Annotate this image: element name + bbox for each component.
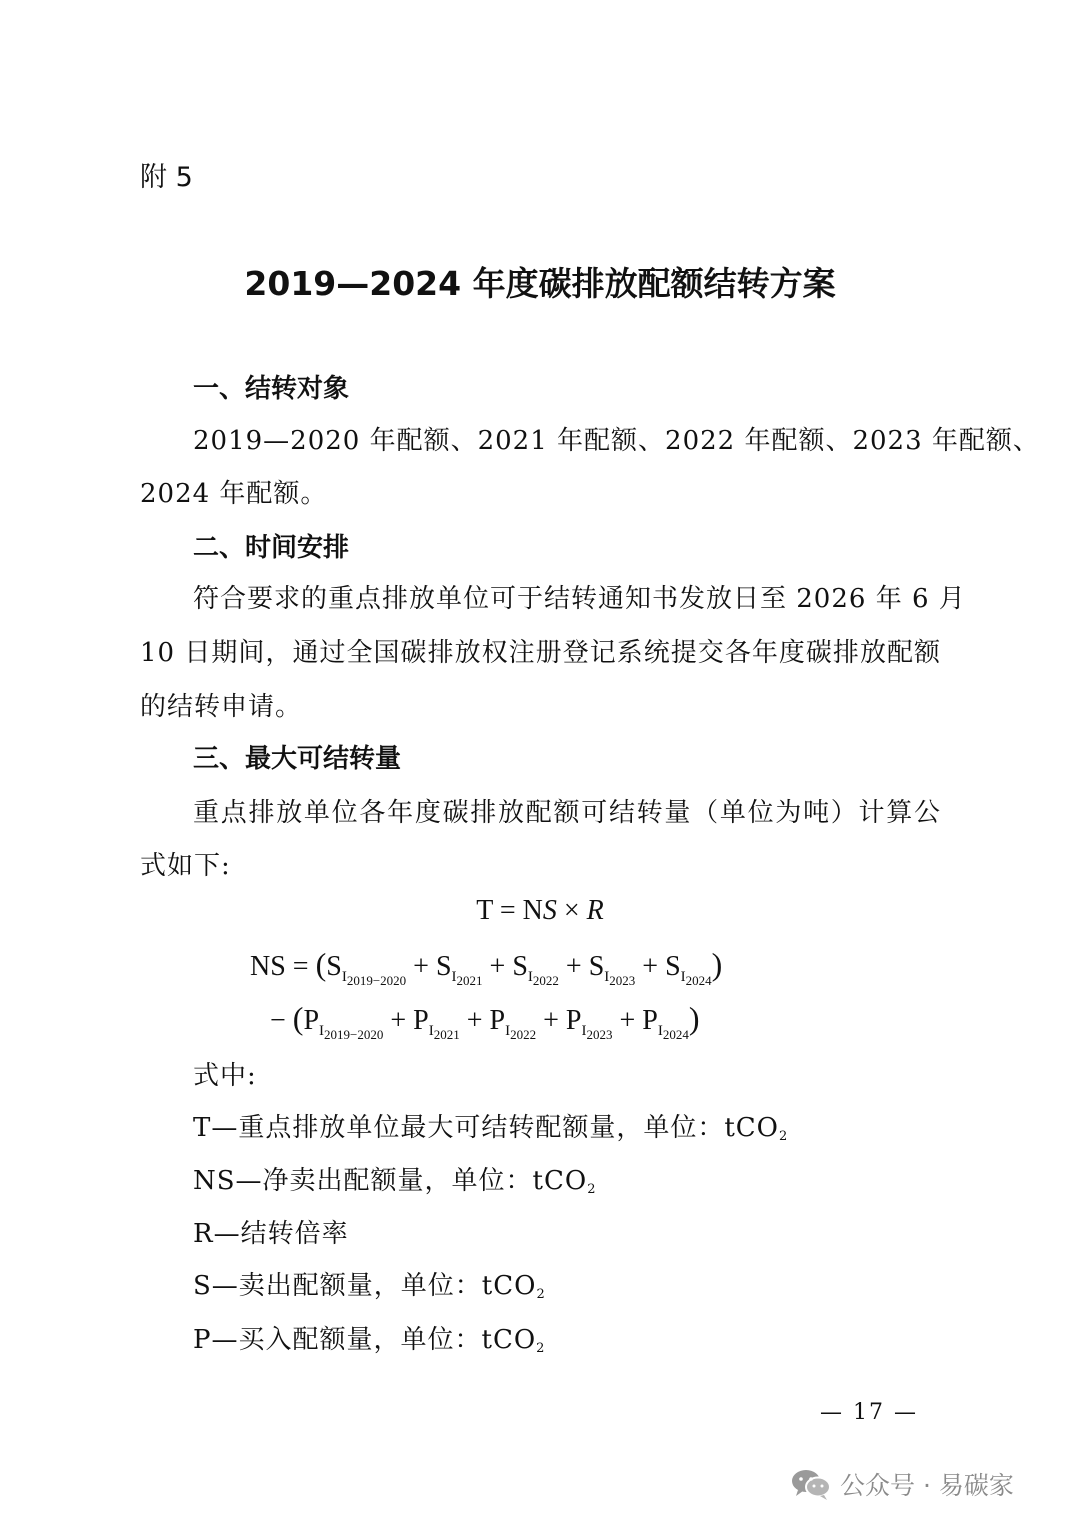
section-heading-schedule: 二、时间安排 xyxy=(193,533,350,563)
formula-t-equation: T = NS × R xyxy=(476,895,604,926)
formula-ns-purchases: − $(P_{I_{2019-2020}} + P_{I_{2021}} + P_{I_{2022}} + P_{I_{2023}} + P_{I_{2024}})$ xyxy=(270,1000,700,1042)
paragraph-line: 10 日期间，通过全国碳排放权注册登记系统提交各年度碳排放配额 xyxy=(140,638,941,668)
paragraph-line: 的结转申请。 xyxy=(140,692,303,722)
annex-label: 附 5 xyxy=(140,162,193,193)
wechat-icon xyxy=(790,1467,832,1501)
legend-s-definition: S—卖出配额量，单位：tCO$_2$ xyxy=(193,1271,546,1302)
paragraph-line: 2019—2020 年配额、2021 年配额、2022 年配额、2023 年配额、 xyxy=(193,426,1040,456)
section-heading-objects: 一、结转对象 xyxy=(193,374,350,404)
section-heading-max-carryover: 三、最大可结转量 xyxy=(193,744,402,774)
legend-ns-definition: NS—净卖出配额量，单位：tCO$_2$ xyxy=(193,1166,597,1197)
watermark xyxy=(790,1466,1014,1502)
document-title: 2019—2024 年度碳排放配额结转方案 xyxy=(244,264,836,303)
legend-intro: 式中: xyxy=(193,1061,257,1091)
legend-p-definition: P—买入配额量，单位：tCO$_2$ xyxy=(193,1325,546,1356)
page-number: — 17 — xyxy=(820,1400,918,1425)
formula-ns-equation: NS = $(S_{I_{2019-2020}} + S_{I_{2021}} + S_{I_{2022}} + S_{I_{2023}} + S_{I_{2024}})$ xyxy=(250,946,723,988)
paragraph-line: 重点排放单位各年度碳排放配额可结转量（单位为吨）计算公 xyxy=(193,798,941,828)
watermark-text: 公众号 · 易碳家 xyxy=(840,1471,1014,1500)
paragraph-line: 式如下: xyxy=(140,851,231,881)
legend-r-definition: R—结转倍率 xyxy=(193,1219,349,1249)
legend-t-definition: T—重点排放单位最大可结转配额量，单位：tCO$_2$ xyxy=(193,1113,789,1144)
paragraph-line: 2024 年配额。 xyxy=(140,479,328,509)
paragraph-line: 符合要求的重点排放单位可于结转通知书发放日至 2026 年 6 月 xyxy=(193,584,966,614)
